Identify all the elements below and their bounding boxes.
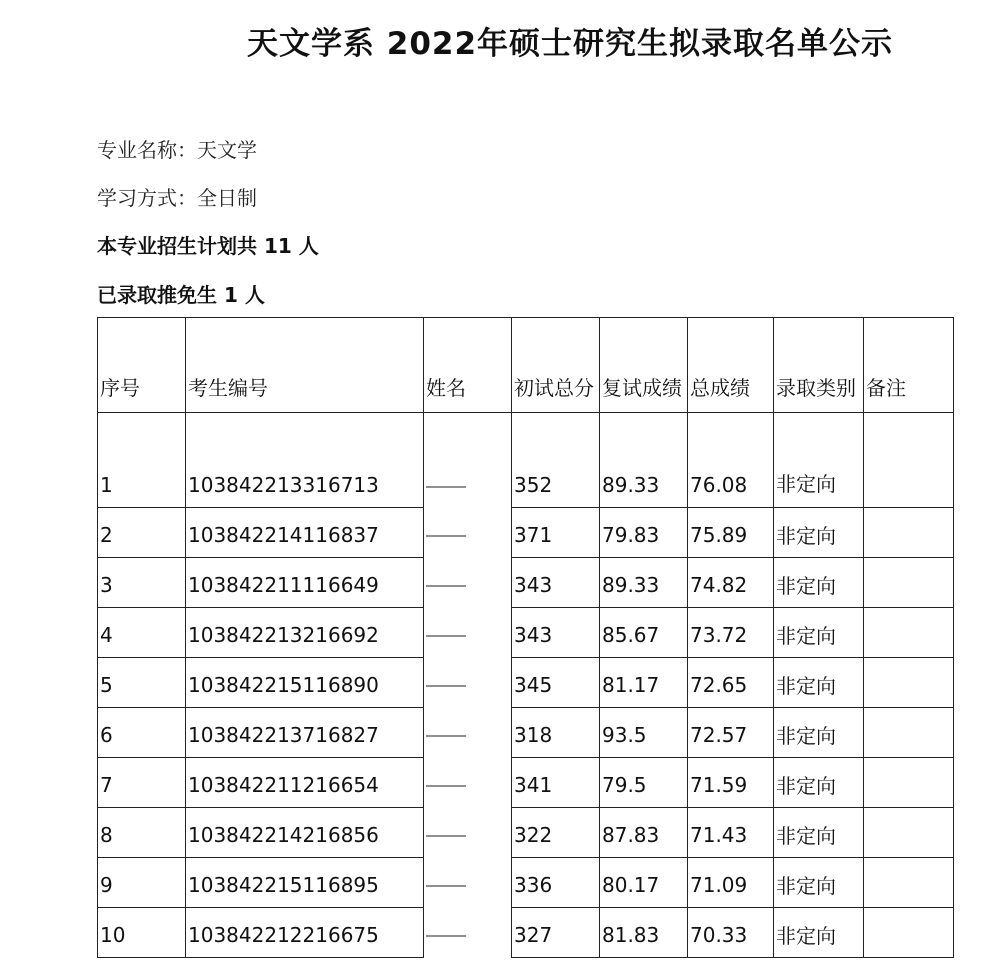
cell-seq: 9 (98, 858, 186, 908)
cell-name (424, 413, 512, 508)
cell-category: 非定向 (774, 758, 864, 808)
table-row (98, 708, 954, 758)
cell-remark (864, 608, 954, 658)
cell-name (424, 758, 512, 808)
cell-category: 非定向 (774, 413, 864, 508)
redaction-mark (426, 685, 466, 687)
redaction-mark (426, 585, 466, 587)
admission-table (97, 317, 954, 958)
cell-retest-score: 89.33 (600, 413, 688, 508)
header-name: 姓名 (424, 318, 512, 413)
cell-name (424, 858, 512, 908)
cell-remark (864, 808, 954, 858)
table-row (98, 608, 954, 658)
header-initial-score: 初试总分 (512, 318, 600, 413)
cell-name (424, 558, 512, 608)
study-mode-line: 学习方式：全日制 (97, 186, 257, 210)
cell-retest-score: 81.17 (600, 658, 688, 708)
cell-total-score: 73.72 (688, 608, 774, 658)
cell-category: 非定向 (774, 858, 864, 908)
cell-total-score: 75.89 (688, 508, 774, 558)
table-row (98, 858, 954, 908)
cell-seq: 5 (98, 658, 186, 708)
cell-category: 非定向 (774, 808, 864, 858)
redaction-mark (426, 935, 466, 937)
cell-total-score: 70.33 (688, 908, 774, 958)
redaction-mark (426, 885, 466, 887)
cell-candidate-id: 103842213716827 (186, 708, 424, 758)
cell-total-score: 71.59 (688, 758, 774, 808)
cell-total-score: 76.08 (688, 413, 774, 508)
cell-name (424, 508, 512, 558)
cell-retest-score: 89.33 (600, 558, 688, 608)
cell-name (424, 608, 512, 658)
header-candidate-id: 考生编号 (186, 318, 424, 413)
cell-remark (864, 708, 954, 758)
cell-name (424, 708, 512, 758)
header-seq: 序号 (98, 318, 186, 413)
redaction-mark (426, 835, 466, 837)
table-row (98, 758, 954, 808)
cell-total-score: 72.65 (688, 658, 774, 708)
cell-category: 非定向 (774, 608, 864, 658)
cell-category: 非定向 (774, 708, 864, 758)
redaction-mark (426, 735, 466, 737)
page-title: 天文学系 2022年硕士研究生拟录取名单公示 (246, 26, 894, 62)
cell-seq: 4 (98, 608, 186, 658)
cell-remark (864, 908, 954, 958)
cell-total-score: 71.43 (688, 808, 774, 858)
redaction-mark (426, 486, 466, 488)
cell-remark (864, 508, 954, 558)
table-row (98, 508, 954, 558)
admitted-exempt-line: 已录取推免生 1 人 (97, 283, 265, 307)
cell-initial-score: 327 (512, 908, 600, 958)
cell-category: 非定向 (774, 658, 864, 708)
cell-initial-score: 322 (512, 808, 600, 858)
cell-candidate-id: 103842213316713 (186, 413, 424, 508)
table-row (98, 658, 954, 708)
cell-remark (864, 558, 954, 608)
redaction-mark (426, 635, 466, 637)
cell-seq: 8 (98, 808, 186, 858)
cell-name (424, 658, 512, 708)
cell-initial-score: 371 (512, 508, 600, 558)
cell-retest-score: 81.83 (600, 908, 688, 958)
cell-name (424, 908, 512, 958)
cell-seq: 6 (98, 708, 186, 758)
cell-seq: 10 (98, 908, 186, 958)
cell-retest-score: 79.83 (600, 508, 688, 558)
cell-remark (864, 858, 954, 908)
cell-seq: 7 (98, 758, 186, 808)
cell-category: 非定向 (774, 508, 864, 558)
cell-initial-score: 343 (512, 558, 600, 608)
cell-initial-score: 341 (512, 758, 600, 808)
cell-candidate-id: 103842215116890 (186, 658, 424, 708)
cell-retest-score: 85.67 (600, 608, 688, 658)
cell-initial-score: 345 (512, 658, 600, 708)
redaction-mark (426, 535, 466, 537)
cell-candidate-id: 103842214216856 (186, 808, 424, 858)
header-retest-score: 复试成绩 (600, 318, 688, 413)
cell-candidate-id: 103842211216654 (186, 758, 424, 808)
cell-category: 非定向 (774, 908, 864, 958)
cell-remark (864, 758, 954, 808)
cell-total-score: 71.09 (688, 858, 774, 908)
cell-retest-score: 93.5 (600, 708, 688, 758)
cell-initial-score: 336 (512, 858, 600, 908)
table-row (98, 808, 954, 858)
cell-candidate-id: 103842214116837 (186, 508, 424, 558)
header-category: 录取类别 (774, 318, 864, 413)
table-header-row (98, 318, 954, 413)
cell-candidate-id: 103842213216692 (186, 608, 424, 658)
cell-seq: 1 (98, 413, 186, 508)
header-remark: 备注 (864, 318, 954, 413)
cell-retest-score: 80.17 (600, 858, 688, 908)
header-total-score: 总成绩 (688, 318, 774, 413)
table-row (98, 413, 954, 508)
cell-total-score: 74.82 (688, 558, 774, 608)
cell-name (424, 808, 512, 858)
cell-candidate-id: 103842215116895 (186, 858, 424, 908)
cell-retest-score: 87.83 (600, 808, 688, 858)
cell-remark (864, 658, 954, 708)
cell-total-score: 72.57 (688, 708, 774, 758)
cell-candidate-id: 103842211116649 (186, 558, 424, 608)
cell-initial-score: 318 (512, 708, 600, 758)
cell-initial-score: 352 (512, 413, 600, 508)
cell-seq: 3 (98, 558, 186, 608)
cell-retest-score: 79.5 (600, 758, 688, 808)
redaction-mark (426, 785, 466, 787)
enrollment-plan-line: 本专业招生计划共 11 人 (97, 234, 319, 258)
table-body (98, 413, 954, 958)
table-row (98, 558, 954, 608)
cell-candidate-id: 103842212216675 (186, 908, 424, 958)
table-row (98, 908, 954, 958)
major-line: 专业名称：天文学 (97, 138, 257, 162)
cell-category: 非定向 (774, 558, 864, 608)
cell-seq: 2 (98, 508, 186, 558)
cell-remark (864, 413, 954, 508)
cell-initial-score: 343 (512, 608, 600, 658)
